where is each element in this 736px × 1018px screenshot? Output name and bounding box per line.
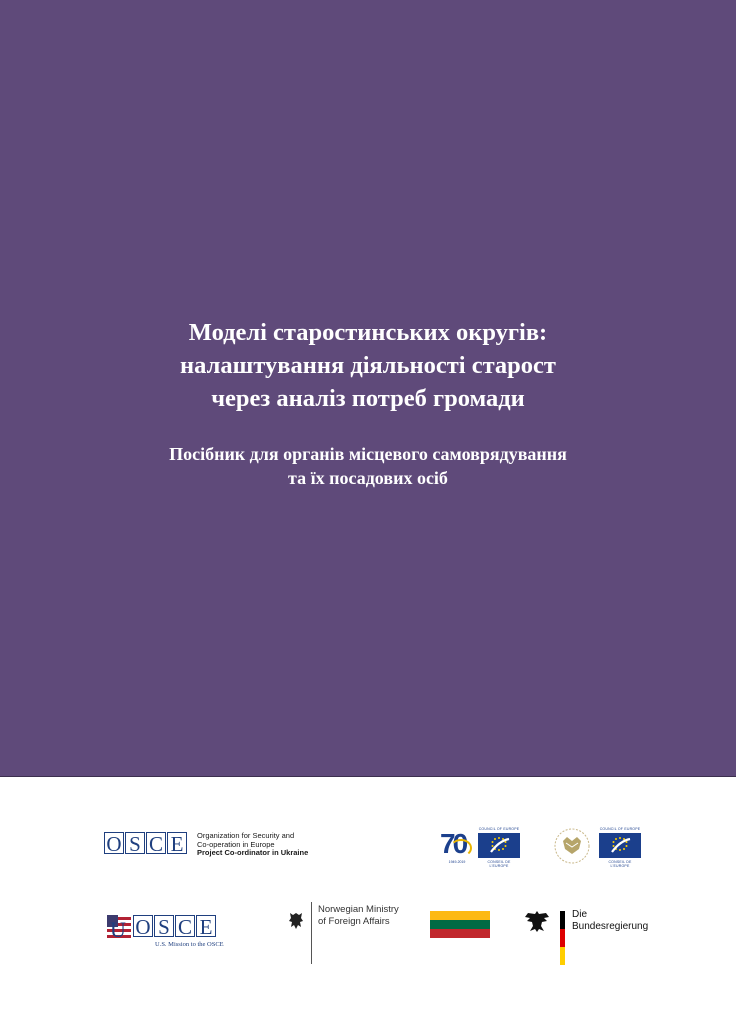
coe-congress-label-bottom: CONSEIL DE L'EUROPE — [608, 860, 632, 868]
osce-letter: E — [167, 832, 187, 854]
flag-stripe — [560, 929, 565, 947]
osce-letter: O — [104, 832, 124, 854]
partner-logos — [0, 777, 736, 1018]
coe-congress-label-top: COUNCIL OF EUROPE — [599, 827, 641, 831]
bundesregierung-line: Bundesregierung — [572, 920, 649, 932]
coe-congress-logo — [553, 825, 645, 869]
osce-caption — [197, 832, 308, 858]
document-title — [0, 316, 736, 415]
coe-70-label-bottom: CONSEIL DE L'EUROPE — [487, 860, 511, 868]
bundesregierung-caption — [572, 909, 648, 932]
osce-caption-line: Co-operation in Europe — [197, 839, 275, 849]
osce-letter: S — [125, 832, 145, 854]
flag-stripe — [430, 911, 490, 920]
norway-divider — [311, 902, 312, 964]
norway-caption-line: of Foreign Affairs — [318, 915, 390, 927]
title-line: Моделі старостинських округів: — [188, 319, 548, 346]
coe-70-years: 1949-2019 — [448, 860, 466, 864]
coe-70-logo — [440, 827, 522, 867]
coe-flag-icon — [599, 833, 641, 858]
subtitle-line: та їх посадових осіб — [288, 468, 448, 488]
lithuania-flag-icon — [430, 911, 490, 938]
us-osce-caption: U.S. Mission to the OSCE — [155, 941, 224, 948]
norway-caption — [318, 904, 399, 927]
subtitle-line: Посібник для органів місцевого самоврядування — [169, 444, 567, 464]
congress-emblem-icon — [553, 827, 591, 865]
osce-caption-line: Organization for Security and — [197, 831, 295, 840]
us-osce-letter: E — [196, 915, 216, 937]
osce-logo — [104, 832, 324, 858]
us-osce-logo — [107, 915, 241, 949]
flag-stripe — [430, 920, 490, 929]
eagle-icon — [524, 909, 550, 933]
norway-caption-line: Norwegian Ministry — [318, 904, 399, 915]
document-subtitle — [0, 442, 736, 490]
flag-stripe — [560, 911, 565, 929]
norway-lion-icon — [288, 912, 304, 930]
us-flag-icon — [107, 915, 131, 939]
coe-70-label-top: COUNCIL OF EUROPE — [478, 827, 520, 831]
title-line: налаштування діяльності старост — [180, 352, 556, 379]
svg-text:U: U — [110, 917, 126, 939]
us-osce-letter: S — [154, 915, 174, 937]
german-flag-bar — [560, 911, 565, 965]
us-osce-letter: C — [175, 915, 195, 937]
flag-stripe — [430, 929, 490, 938]
title-line: через аналіз потреб громади — [211, 385, 525, 412]
us-osce-letter: O — [133, 915, 153, 937]
osce-letter: C — [146, 832, 166, 854]
flag-stripe — [560, 947, 565, 965]
coe-flag-icon — [478, 833, 520, 858]
coe-70-arc — [450, 839, 472, 857]
bundesregierung-line: Die — [572, 909, 588, 920]
coe-70-numeral: 70 — [440, 828, 466, 859]
bundesregierung-logo — [524, 907, 674, 969]
norway-mfa-logo — [285, 902, 415, 964]
osce-caption-bold: Project Co-ordinator in Ukraine — [197, 848, 309, 857]
